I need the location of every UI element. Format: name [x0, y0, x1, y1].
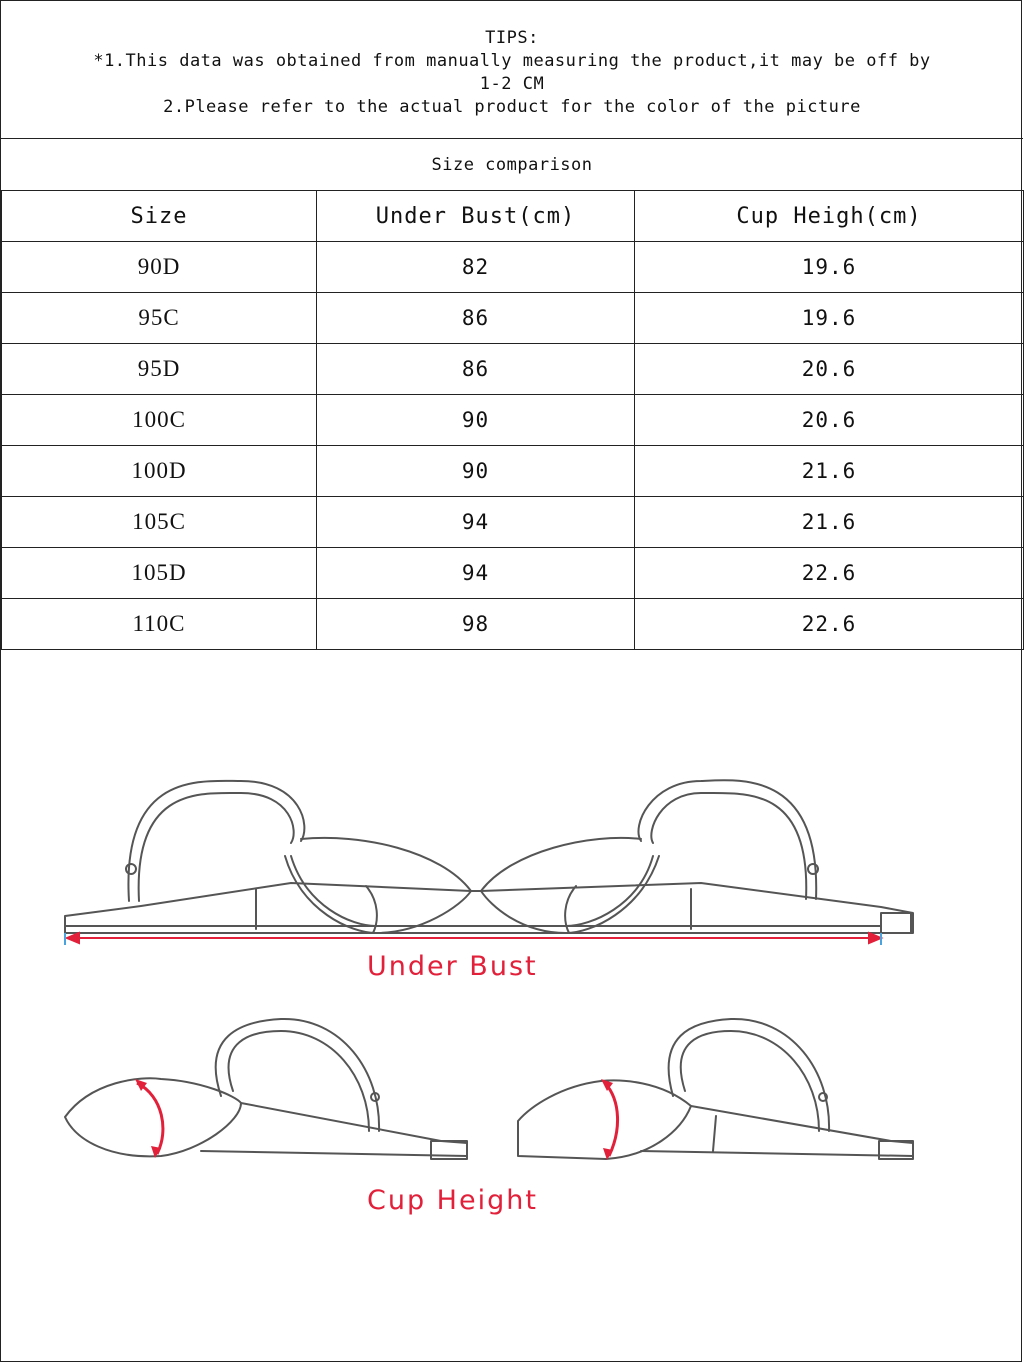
under-bust-label: Under Bust: [367, 951, 538, 982]
tips-line-3: 2.Please refer to the actual product for the color of the picture: [163, 97, 861, 117]
header-cup-height: Cup Heigh(cm): [635, 191, 1024, 242]
cell-size: 90D: [2, 242, 317, 293]
table-row: [2, 344, 1024, 395]
tips-section: [1, 1, 1023, 139]
cell-under-bust: 90: [317, 395, 635, 446]
table-row: [2, 395, 1024, 446]
cell-under-bust: 94: [317, 497, 635, 548]
cell-size: 95D: [2, 344, 317, 395]
cup-height-label: Cup Height: [367, 1185, 538, 1216]
size-table: [1, 190, 1024, 650]
table-row: [2, 242, 1024, 293]
table-row: [2, 599, 1024, 650]
cell-size: 105D: [2, 548, 317, 599]
measurement-diagram: [1, 651, 1023, 1363]
cell-size: 100C: [2, 395, 317, 446]
table-row: [2, 548, 1024, 599]
tips-line-2: 1-2 CM: [479, 74, 545, 94]
header-under-bust: Under Bust(cm): [317, 191, 635, 242]
tips-line-1: *1.This data was obtained from manually measuring the product,it may be off by: [93, 51, 931, 71]
cell-under-bust: 86: [317, 344, 635, 395]
table-row: [2, 446, 1024, 497]
cell-cup-height: 21.6: [635, 446, 1024, 497]
cell-cup-height: 20.6: [635, 395, 1024, 446]
cell-cup-height: 22.6: [635, 599, 1024, 650]
cell-under-bust: 98: [317, 599, 635, 650]
cell-under-bust: 90: [317, 446, 635, 497]
cell-cup-height: 20.6: [635, 344, 1024, 395]
bra-illustration: [1, 651, 1023, 1363]
tips-title: TIPS:: [485, 28, 539, 48]
cell-cup-height: 19.6: [635, 293, 1024, 344]
table-row: [2, 497, 1024, 548]
cell-size: 110C: [2, 599, 317, 650]
cell-size: 100D: [2, 446, 317, 497]
cell-under-bust: 86: [317, 293, 635, 344]
cell-size: 105C: [2, 497, 317, 548]
cell-cup-height: 21.6: [635, 497, 1024, 548]
table-header-row: [2, 191, 1024, 242]
cell-under-bust: 94: [317, 548, 635, 599]
cell-size: 95C: [2, 293, 317, 344]
cell-under-bust: 82: [317, 242, 635, 293]
cell-cup-height: 22.6: [635, 548, 1024, 599]
table-caption: Size comparison: [1, 139, 1023, 191]
table-row: [2, 293, 1024, 344]
cell-cup-height: 19.6: [635, 242, 1024, 293]
header-size: Size: [2, 191, 317, 242]
